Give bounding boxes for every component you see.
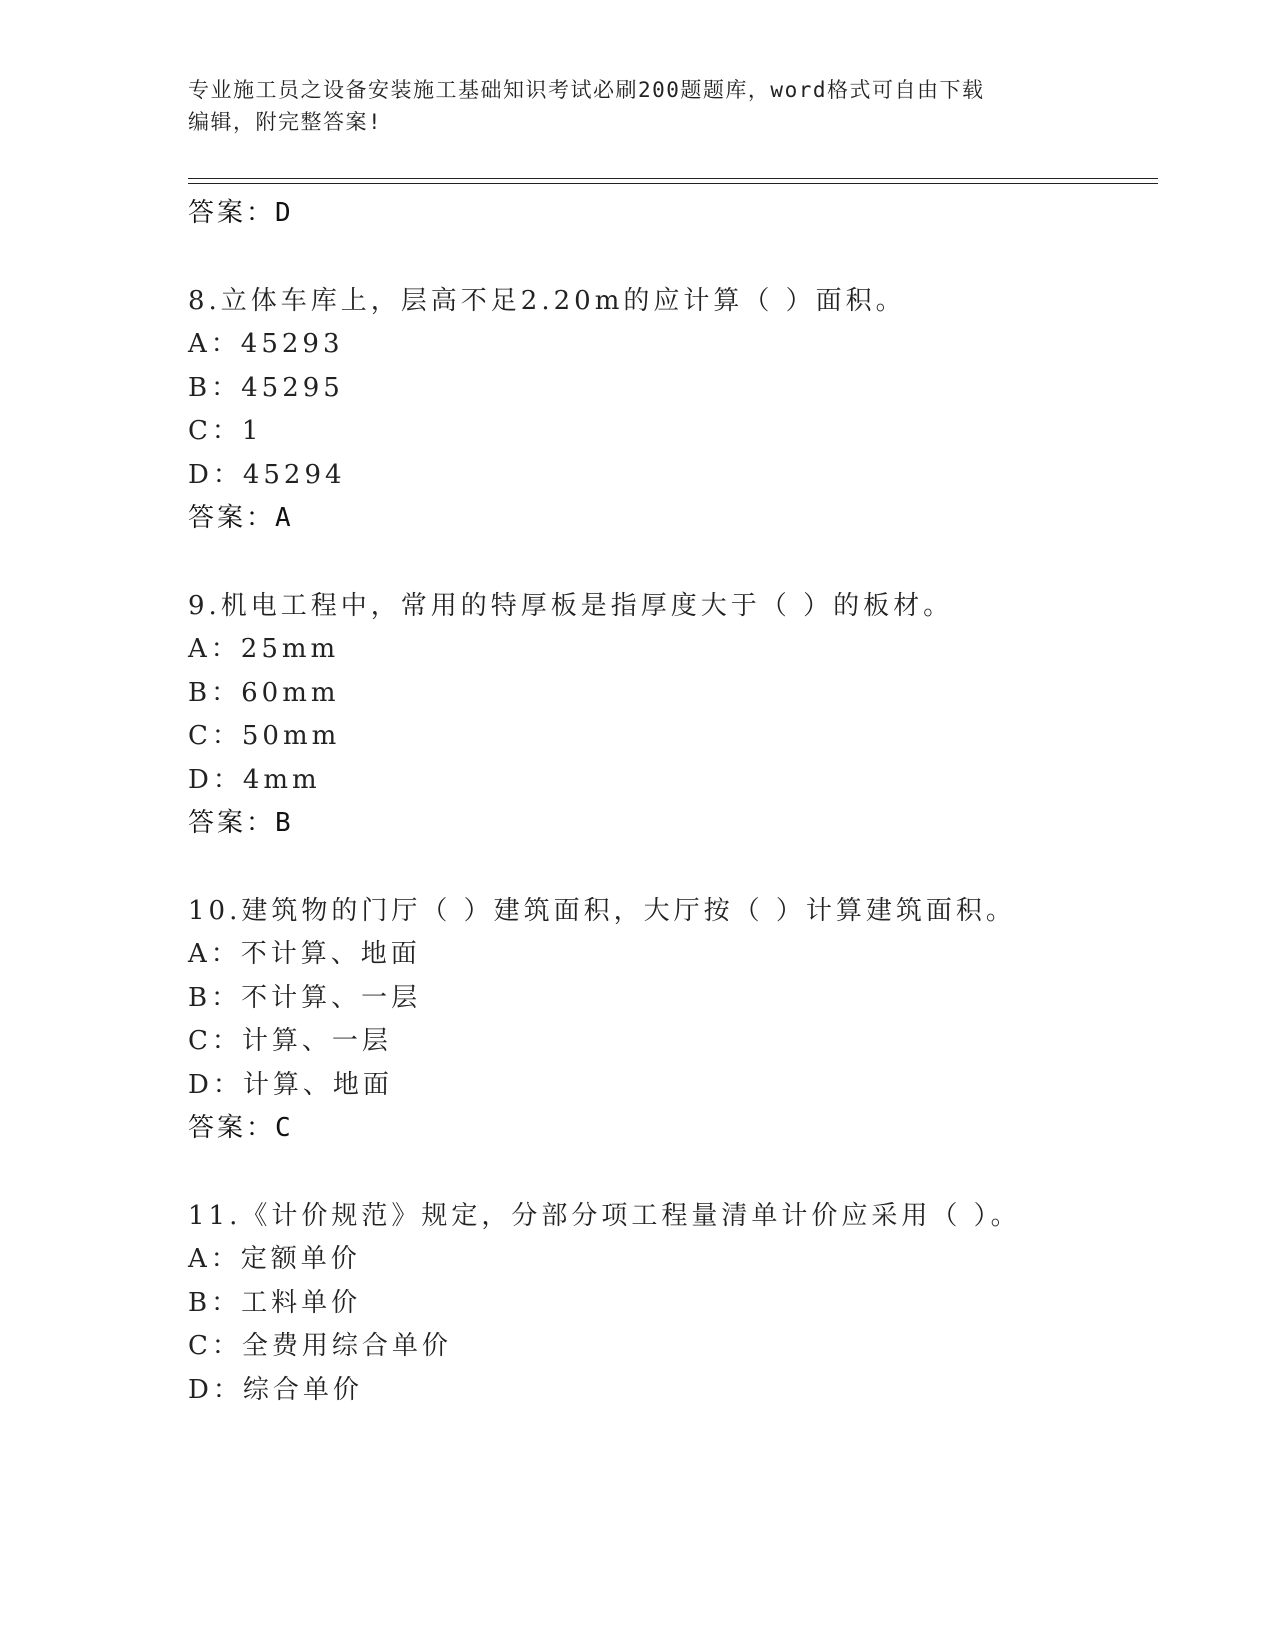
question-9-answer xyxy=(188,802,291,839)
question-stem-9: 9.机电工程中，常用的特厚板是指厚度大于（ ）的板材。 xyxy=(188,591,954,621)
question-9-option-d: D：4mm xyxy=(188,765,321,795)
question-11-option-c: C：全费用综合单价 xyxy=(188,1331,452,1361)
question-8-option-d: D：45294 xyxy=(188,460,346,490)
answer-label: 答案： xyxy=(188,1113,276,1143)
answer-value: D xyxy=(275,198,291,228)
question-8-option-b: B：45295 xyxy=(188,373,344,403)
answer-value: B xyxy=(275,808,291,838)
question-9-option-a: A：25mm xyxy=(188,634,340,664)
question-9-option-b: B：60mm xyxy=(188,678,340,708)
question-10-answer xyxy=(188,1107,291,1144)
question-9-option-c: C：50mm xyxy=(188,721,341,751)
question-11-option-d: D：综合单价 xyxy=(188,1375,363,1405)
header-divider-thin xyxy=(188,183,1158,184)
answer-label: 答案： xyxy=(188,503,276,533)
question-8-answer xyxy=(188,497,291,534)
question-stem-8: 8.立体车库上，层高不足2.20m的应计算（ ）面积。 xyxy=(188,286,906,316)
question-11-option-a: A：定额单价 xyxy=(188,1244,361,1274)
header-title-line-2: 编辑，附完整答案! xyxy=(188,110,383,134)
question-stem-11: 11.《计价规范》规定，分部分项工程量清单计价应采用（ ）。 xyxy=(188,1201,1021,1231)
question-10-option-d: D：计算、地面 xyxy=(188,1070,393,1100)
document-header xyxy=(188,74,1088,138)
question-stem-10: 10.建筑物的门厅（ ）建筑面积，大厅按（ ）计算建筑面积。 xyxy=(188,896,1016,926)
answer-label: 答案： xyxy=(188,198,276,228)
answer-value: A xyxy=(275,503,291,533)
question-10-option-b: B：不计算、一层 xyxy=(188,983,422,1013)
answer-label: 答案： xyxy=(188,808,276,838)
question-10-option-c: C：计算、一层 xyxy=(188,1026,392,1056)
question-11-option-b: B：工料单价 xyxy=(188,1288,362,1318)
question-10-option-a: A：不计算、地面 xyxy=(188,939,421,969)
question-8-option-a: A：45293 xyxy=(188,329,344,359)
header-divider-thick xyxy=(188,178,1158,179)
previous-answer xyxy=(188,192,291,229)
answer-value: C xyxy=(275,1113,291,1143)
question-8-option-c: C：1 xyxy=(188,416,263,446)
header-title-line-1: 专业施工员之设备安装施工基础知识考试必刷200题题库，word格式可自由下载 xyxy=(188,78,985,102)
